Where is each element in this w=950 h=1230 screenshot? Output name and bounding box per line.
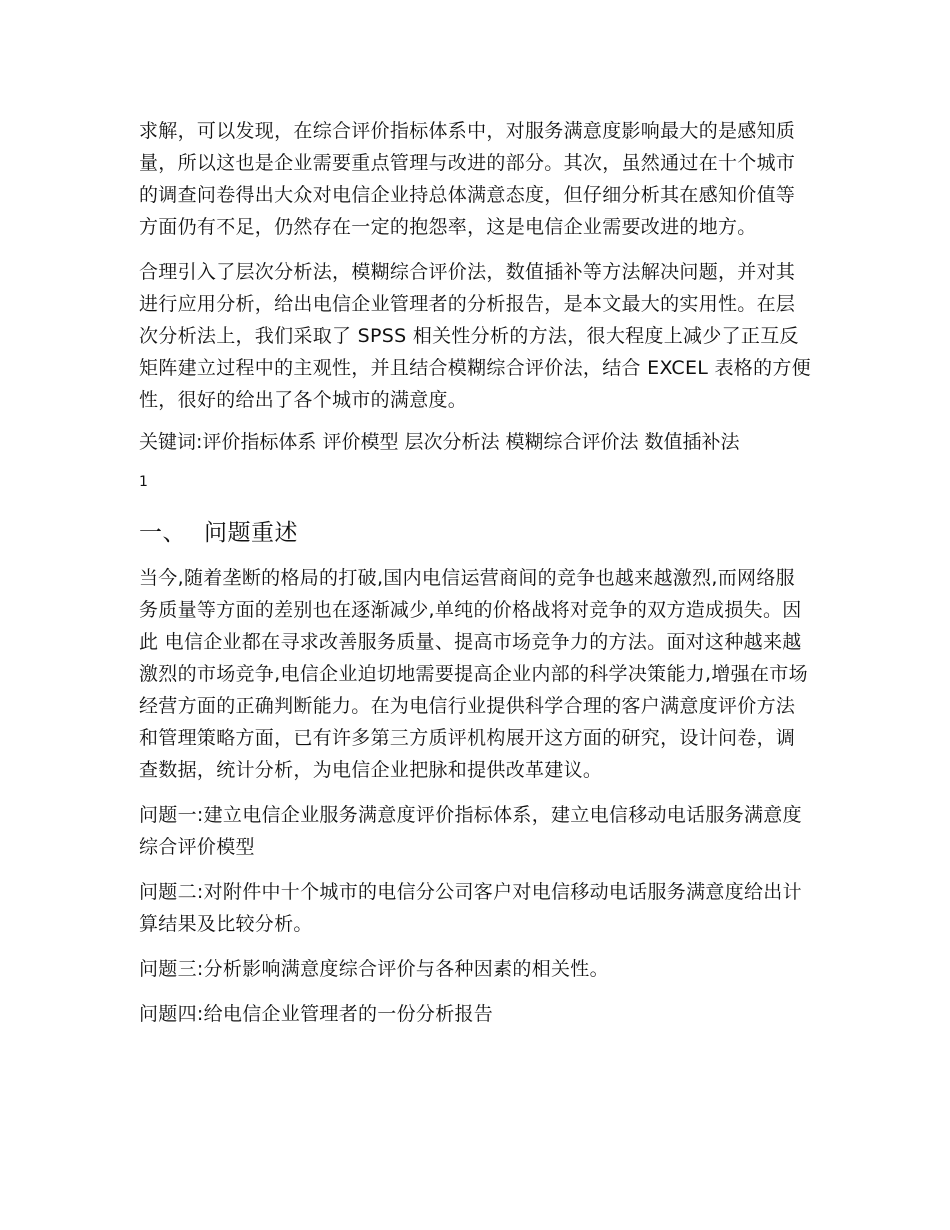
question-1: 问题一:建立电信企业服务满意度评价指标体系，建立电信移动电话服务满意度综合评价模型 [139, 804, 802, 858]
section-heading [139, 492, 814, 551]
document-page [139, 115, 814, 1030]
keywords-line: 关键词:评价指标体系 评价模型 层次分析法 模糊综合评价法 数值插补法 [139, 431, 740, 453]
question-2: 问题二:对附件中十个城市的电信分公司客户对电信移动电话服务满意度给出计算结果及比较分析。 [139, 881, 802, 935]
section-intro-paragraph: 当今,随着垄断的格局的打破,国内电信运营商间的竞争也越来越激烈,而网络服务质量等方面的差别也在逐渐减少,单纯的价格战将对竞争的双方造成损失。因此 电信企业都在寻求改善服务质量、提高市场竞争力的方法。面对这种越来越激烈的市场竞争,电信企业迫切地需要提高企业内部的科学决策能力,增强在市场经营方面的正确判断能力。在为电信行业提供科学合理的客户满意度评价方法和管理策略方面，已有许多第三方质评机构展开这方面的研究，设计问卷，调查数据，统计分析，为电信企业把脉和提供改革建议。 [139, 567, 808, 781]
section-number: 一、 [139, 520, 186, 546]
question-3: 问题三:分析影响满意度综合评价与各种因素的相关性。 [139, 958, 609, 980]
abstract-paragraph-2: 合理引入了层次分析法，模糊综合评价法，数值插补等方法解决问题，并对其进行应用分析，给出电信企业管理者的分析报告，是本文最大的实用性。在层次分析法上，我们采取了 SPSS 相关性分析的方法，很大程度上减少了正互反矩阵建立过程中的主观性，并且结合模糊综合评价法，结合 EXCEL 表格的方便性，很好的给出了各个城市的满意度。 [139, 261, 811, 411]
abstract-paragraph-1: 求解，可以发现，在综合评价指标体系中，对服务满意度影响最大的是感知质量，所以这也是企业需要重点管理与改进的部分。其次，虽然通过在十个城市的调查问卷得出大众对电信企业持总体满意态度，但仔细分析其在感知价值等方面仍有不足，仍然存在一定的抱怨率，这是电信企业需要改进的地方。 [139, 120, 796, 238]
question-4: 问题四:给电信企业管理者的一份分析报告 [139, 1003, 494, 1025]
section-title: 问题重述 [204, 520, 298, 546]
footnote-marker: 1 [139, 474, 148, 490]
